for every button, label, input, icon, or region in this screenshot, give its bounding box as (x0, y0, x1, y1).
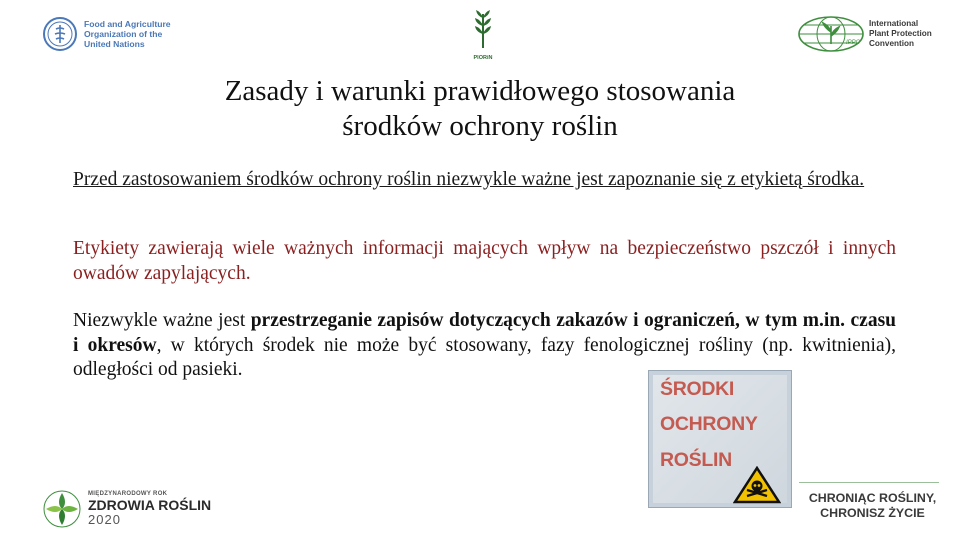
slogan-divider (799, 482, 939, 483)
fao-name: Food and Agriculture Organization of the United Nations (84, 19, 171, 49)
photo-background (653, 375, 787, 503)
ippc-logo (797, 14, 947, 54)
iyph-text (88, 491, 211, 527)
iyph-logo (42, 486, 211, 532)
slogan-line-1: CHRONIĄC ROŚLINY, (808, 491, 937, 505)
skull-hazard-icon (733, 466, 781, 504)
piorin-label: PIORiN (473, 55, 493, 61)
restrictions-end: , w których środek nie może być stosowany, fazy fenologicznej rośliny (np. kwitnienia), odległości od pasieki. (73, 334, 896, 380)
photo-line-3: ROŚLIN (660, 449, 732, 471)
iyph-year-label: 2020 (88, 512, 121, 527)
fao-emblem-icon (42, 16, 78, 52)
wheat-icon (469, 8, 497, 50)
globe-plant-icon (797, 14, 865, 54)
pesticide-label-photo (648, 370, 792, 508)
title-line-2: środków ochrony roślin (342, 110, 618, 142)
page-title (100, 74, 860, 144)
photo-line-2: OCHRONY (660, 413, 758, 435)
ippc-name: International Plant Protection Convention (869, 19, 932, 48)
ippc-seal-text: IPPC (846, 40, 861, 46)
iyph-big-label: ZDROWIA ROŚLIN (88, 497, 212, 513)
paragraph-label-warning: Przed zastosowaniem środków ochrony roślin niezwykle ważne jest zapoznanie się z etykietą środka. (73, 169, 865, 190)
photo-line-1: ŚRODKI (660, 378, 735, 400)
piorin-logo (467, 8, 499, 60)
iyph-small-label: MIĘDZYNARODOWY ROK (88, 491, 168, 497)
plant-health-emblem-icon (42, 489, 82, 529)
paragraph-label-info: Etykiety zawierają wiele ważnych informacji mających wpływ na bezpieczeństwo pszczół i innych owadów zapylających. (73, 238, 896, 284)
restrictions-start: Niezwykle ważne jest (73, 310, 251, 331)
slogan-line-2: CHRONISZ ŻYCIE (820, 506, 925, 520)
slogan (800, 491, 945, 521)
title-line-1: Zasady i warunki prawidłowego stosowania (224, 75, 736, 107)
restrictions-bold: przestrzeganie zapisów dotyczących zakazów i ograniczeń, w tym m.in. czasu i okresów (73, 310, 897, 356)
fao-logo (42, 14, 182, 54)
